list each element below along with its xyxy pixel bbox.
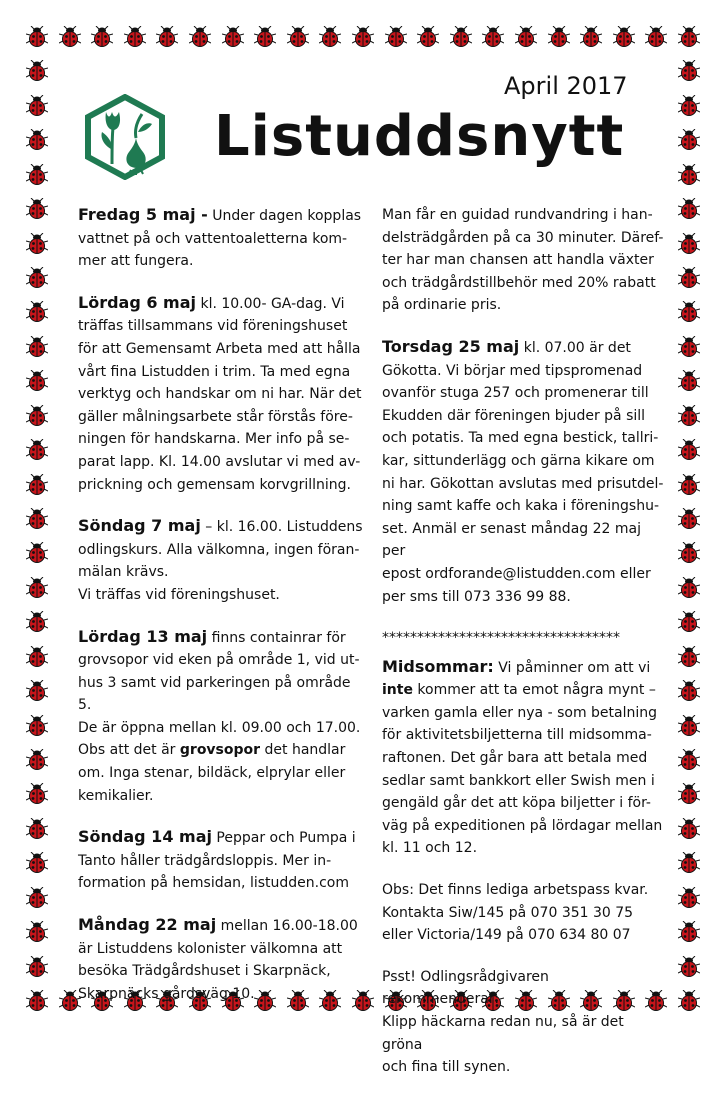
event-text: gäller målningsarbete står förstås före-	[78, 408, 353, 425]
ladybug-icon	[678, 783, 700, 805]
event-text: Vi påminner om att vi	[498, 659, 651, 676]
event-text: vårt fina Listudden i trim. Ta med egna	[78, 363, 351, 380]
ladybug-icon	[26, 990, 48, 1012]
event-text: parat lapp. Kl. 14.00 avslutar vi med av-	[78, 453, 361, 470]
ladybug-icon	[678, 852, 700, 874]
ladybug-icon	[678, 646, 700, 668]
event-text: ovanför stuga 257 och promenerar till	[382, 385, 649, 402]
ladybug-icon	[26, 301, 48, 323]
ladybug-icon	[678, 198, 700, 220]
event-text: Under dagen kopplas	[212, 208, 362, 224]
event-heading: Fredag 5 maj -	[78, 205, 208, 224]
obs-notice	[382, 879, 666, 947]
event-text: ni har. Gökottan avslutas med prisutdel-	[382, 475, 664, 492]
ladybug-icon	[678, 956, 700, 978]
event-text: ter har man chansen att handla växter	[382, 252, 654, 269]
emphasis-text: grovsopor	[179, 742, 261, 759]
tulip-and-bulb-hexagon-logo	[82, 94, 168, 180]
ladybug-icon	[26, 680, 48, 702]
ladybug-icon	[678, 715, 700, 737]
event-text: vattnet på och vattentoaletterna kom-	[78, 230, 348, 247]
event-sondag-7-maj	[78, 515, 368, 606]
event-mandag-22-maj	[78, 914, 368, 1005]
ladybug-icon	[678, 749, 700, 771]
event-heading: Söndag 7 maj	[78, 516, 201, 536]
event-text: eller Victoria/149 på 070 634 80 07	[382, 927, 631, 944]
right-column	[382, 204, 666, 1098]
event-text: prickning och gemensam korvgrillning.	[78, 476, 351, 493]
event-text: odlingskurs. Alla välkomna, ingen föran-	[78, 541, 360, 558]
emphasis-text: inte	[382, 682, 413, 699]
event-text: det handlar	[264, 742, 346, 759]
event-text: sedlar samt bankkort eller Swish men i	[382, 772, 655, 789]
event-text: Klipp häckarna redan nu, så är det gröna	[382, 1014, 624, 1053]
event-text: Skarpnäcks gårdsväg 10.	[78, 985, 255, 1002]
event-heading: Midsommar:	[382, 656, 494, 676]
ladybug-icon	[678, 818, 700, 840]
ladybug-icon	[678, 439, 700, 461]
ladybug-icon	[26, 198, 48, 220]
event-text: – kl. 16.00. Listuddens	[205, 519, 363, 536]
event-text: varken gamla eller nya - som betalning	[382, 704, 658, 721]
event-text: Ekudden där föreningen bjuder på sill	[382, 407, 646, 424]
event-text: finns containrar för	[211, 629, 346, 646]
ladybug-icon	[678, 887, 700, 909]
event-text: och trädgårdstillbehör med 20% rabatt	[382, 274, 656, 291]
event-text: set. Anmäl er senast måndag 22 maj per	[382, 520, 641, 560]
ladybug-icon	[26, 715, 48, 737]
event-text: Vi träffas vid föreningshuset.	[78, 586, 280, 603]
midsommar-notice	[382, 656, 666, 860]
event-text: kommer att ta emot några mynt –	[417, 682, 656, 699]
ladybug-icon	[678, 370, 700, 392]
ladybug-icon	[26, 542, 48, 564]
newsletter-title: Listuddsnytt	[214, 104, 625, 169]
ladybug-icon	[678, 336, 700, 358]
event-text: Peppar och Pumpa i	[216, 830, 356, 847]
event-continuation	[382, 204, 666, 317]
ladybug-icon	[26, 749, 48, 771]
event-heading: Måndag 22 maj	[78, 915, 217, 935]
header	[0, 0, 726, 200]
ladybug-icon	[26, 646, 48, 668]
event-text: väg på expeditionen på lördagar mellan	[382, 817, 663, 834]
event-heading: Torsdag 25 maj	[382, 336, 520, 356]
event-text: verktyg och handskar om ni har. När det	[78, 386, 362, 403]
ladybug-icon	[26, 818, 48, 840]
ladybug-icon	[26, 439, 48, 461]
ladybug-icon	[26, 887, 48, 909]
ladybug-icon	[678, 267, 700, 289]
event-text: per sms till 073 336 99 88.	[382, 588, 571, 605]
event-text: är Listuddens kolonister välkomna att	[78, 940, 343, 957]
ladybug-icon	[26, 233, 48, 255]
ladybug-icon	[26, 336, 48, 358]
ladybug-icon	[26, 508, 48, 530]
event-text: Tanto håller trädgårdsloppis. Mer in-	[78, 852, 332, 869]
event-text: besöka Trädgårdshuset i Skarpnäck,	[78, 963, 331, 980]
event-text: Man får en guidad rundvandring i han-	[382, 207, 653, 223]
ladybug-icon	[678, 474, 700, 496]
event-text: Obs att det är	[78, 742, 176, 759]
ladybug-icon	[26, 267, 48, 289]
ladybug-icon	[26, 921, 48, 943]
event-text: för aktivitetsbiljetterna till midsomma-	[382, 727, 652, 744]
event-text: ningen för handskarna. Mer info på se-	[78, 431, 350, 448]
event-text: raftonen. Det går bara att betala med	[382, 750, 648, 767]
event-lordag-13-maj	[78, 626, 368, 808]
ladybug-icon	[26, 577, 48, 599]
event-text: formation på hemsidan, listudden.com	[78, 875, 349, 892]
event-text: grovsopor vid eken på område 1, vid ut-	[78, 652, 360, 669]
event-text: kar, sittunderlägg och gärna kikare om	[382, 452, 655, 469]
event-text: delsträdgården på ca 30 minuter. Däref-	[382, 229, 664, 246]
ladybug-icon	[678, 301, 700, 323]
event-text: Gökotta. Vi börjar med tipspromenad	[382, 362, 643, 379]
event-text: hus 3 samt vid parkeringen på område 5.	[78, 674, 351, 714]
event-text: Psst! Odlingsrådgivaren rekommenderar:	[382, 968, 549, 1008]
event-text: mälan krävs.	[78, 564, 169, 581]
left-column	[78, 204, 368, 1024]
event-text: epost ordforande@listudden.com eller	[382, 565, 651, 582]
event-torsdag-25-maj	[382, 336, 666, 608]
event-sondag-14-maj	[78, 826, 368, 895]
event-text: gengäld går det att köpa biljetter i för-	[382, 795, 651, 812]
ladybug-icon	[678, 611, 700, 633]
event-text: kemikalier.	[78, 787, 154, 804]
event-lordag-6-maj	[78, 292, 368, 496]
psst-notice	[382, 966, 666, 1079]
event-text: mellan 16.00-18.00	[220, 918, 358, 935]
ladybug-icon	[26, 474, 48, 496]
ladybug-icon	[678, 921, 700, 943]
event-text: Kontakta Siw/145 på 070 351 30 75	[382, 904, 634, 921]
ladybug-icon	[678, 508, 700, 530]
ladybug-icon	[678, 542, 700, 564]
event-text: på ordinarie pris.	[382, 297, 502, 314]
event-text: och fina till synen.	[382, 1059, 511, 1076]
event-text: träffas tillsammans vid föreningshuset	[78, 318, 348, 335]
ladybug-icon	[26, 611, 48, 633]
event-text: kl. 07.00 är det	[523, 339, 631, 356]
ladybug-icon	[678, 233, 700, 255]
ladybug-icon	[26, 852, 48, 874]
event-text: ning samt kaffe och kaka i föreningshu-	[382, 498, 659, 515]
ladybug-icon	[26, 405, 48, 427]
ladybug-icon	[678, 680, 700, 702]
event-fredag-5-maj	[78, 204, 368, 273]
event-text: om. Inga stenar, bildäck, elprylar eller	[78, 765, 346, 782]
event-text: för att Gemensamt Arbeta med att hålla	[78, 340, 361, 357]
ladybug-icon	[26, 783, 48, 805]
ladybug-icon	[26, 956, 48, 978]
ladybug-icon	[26, 370, 48, 392]
ladybug-icon	[678, 405, 700, 427]
event-heading: Lördag 13 maj	[78, 626, 208, 646]
event-heading: Söndag 14 maj	[78, 827, 212, 847]
event-text: kl. 10.00- GA-dag. Vi	[200, 295, 345, 312]
event-text: Obs: Det finns lediga arbetspass kvar.	[382, 882, 649, 899]
event-text: och potatis. Ta med egna bestick, tallri-	[382, 430, 659, 447]
issue-date: April 2017	[504, 72, 628, 100]
event-text: kl. 11 och 12.	[382, 840, 478, 857]
event-text: mer att fungera.	[78, 253, 194, 270]
event-heading: Lördag 6 maj	[78, 292, 197, 312]
ladybug-icon	[678, 990, 700, 1012]
star-divider: **********************************	[382, 630, 620, 647]
event-text: De är öppna mellan kl. 09.00 och 17.00.	[78, 719, 361, 736]
ladybug-icon	[678, 577, 700, 599]
